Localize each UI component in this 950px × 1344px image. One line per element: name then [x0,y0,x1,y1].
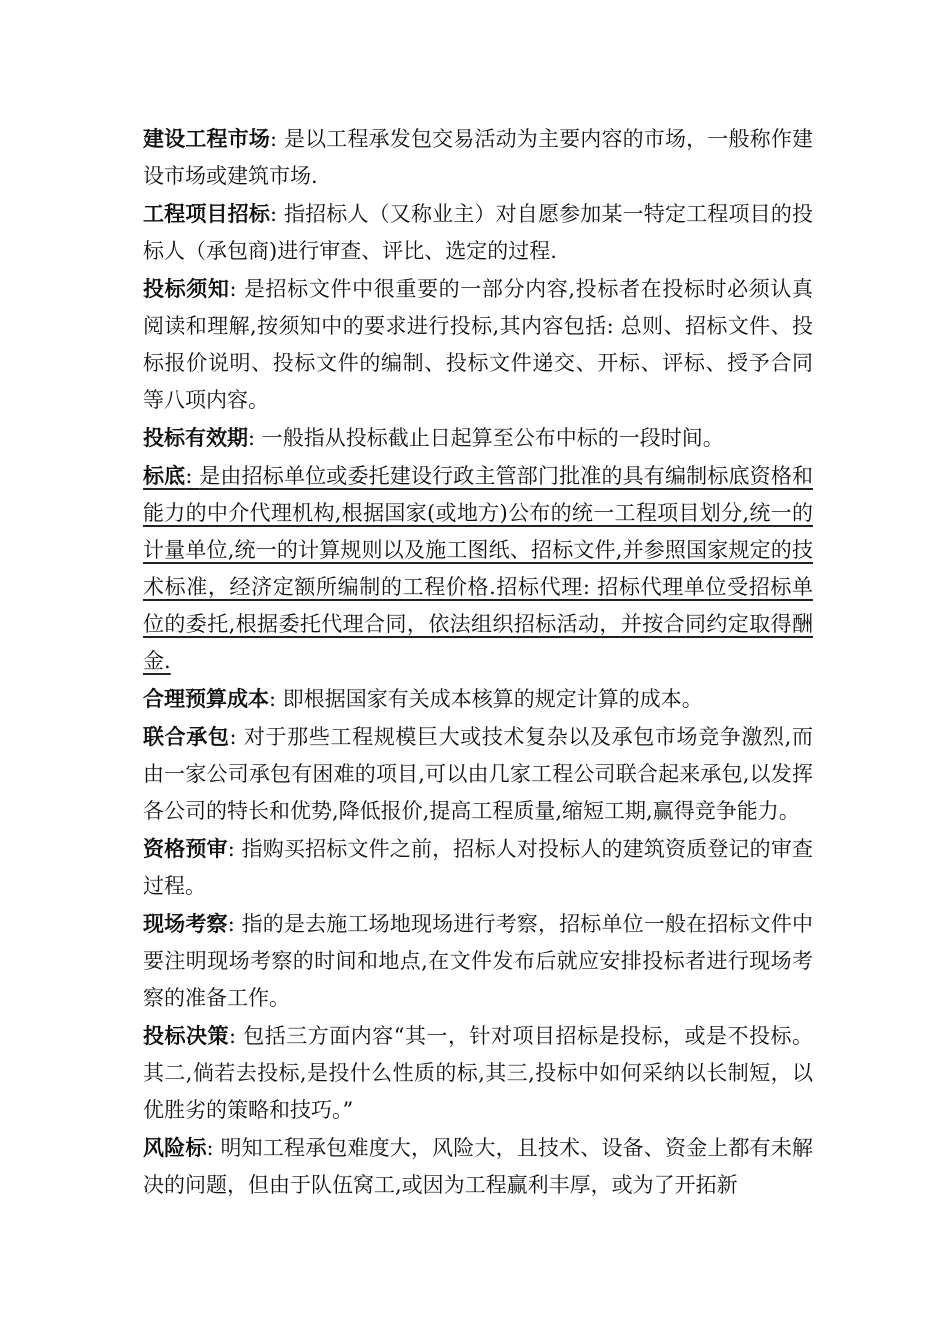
entry-bid-decision [143,1017,813,1129]
definition-text: 即根据国家有关成本核算的规定计算的成本。 [282,687,703,711]
entry-joint-contracting [143,718,813,830]
definition-text: 包括三方面内容“其一，针对项目招标是投标，或是不投标。其二,倘若去投标,是投什么性质的标,其三,投标中如何采纳以长制短，以优胜劣的策略和技巧。” [143,1024,813,1122]
definition-text: 是由招标单位或委托建设行政主管部门批准的具有编制标底资格和能力的中介代理机构,根据国家(或地方)公布的统一工程项目划分,统一的计量单位,统一的计算规则以及施工图纸、招标文件,并参照国家规定的技术标准，经济定额所编制的工程价格.招标代理: 招标代理单位受招标单位的委托,根据委托代理合同，依法组织招标活动，并按合同约定取得酬金. [143,464,813,673]
entry-base-price [143,457,813,680]
term-label: 标底 [143,463,186,488]
term-label: 建设工程市场 [143,126,271,151]
term-separator: : [206,1136,221,1160]
term-label: 合理预算成本 [143,686,269,711]
entry-bid-validity [143,419,813,457]
term-separator: : [227,912,242,936]
entry-site-inspection [143,905,813,1017]
entry-project-bidding [143,195,813,270]
term-label: 投标决策 [143,1023,229,1048]
term-separator: : [229,725,244,749]
term-label: 资格预审 [143,836,228,861]
term-separator: : [248,426,262,450]
definition-text: 是以工程承发包交易活动为主要内容的市场，一般称作建设市场或建筑市场. [143,127,813,188]
entry-bidder-instructions [143,270,813,419]
term-separator: : [270,202,284,226]
entry-reasonable-cost [143,680,813,718]
term-separator: : [269,687,283,711]
definition-text: 一般指从投标截止日起算至公布中标的一段时间。 [261,426,724,450]
term-label: 投标须知 [143,276,230,301]
definition-text: 指的是去施工场地现场进行考察，招标单位一般在招标文件中要注明现场考察的时间和地点,在文件发布后就应安排投标者进行现场考察的准备工作。 [143,912,813,1010]
entry-risk-bid [143,1129,813,1204]
glossary-content [143,120,813,1204]
definition-text: 指购买招标文件之前，招标人对投标人的建筑资质登记的审查过程。 [143,837,813,898]
term-separator: : [227,837,242,861]
term-label: 风险标 [143,1135,207,1160]
term-separator: : [229,1024,244,1048]
term-separator: : [270,127,284,151]
term-label: 联合承包 [143,724,230,749]
definition-text: 是招标文件中很重要的一部分内容,投标者在投标时必须认真阅读和理解,按须知中的要求进行投标,其内容包括: 总则、招标文件、投标报价说明、投标文件的编制、投标文件递交、开标、评标、授予合同等八项内容。 [143,277,813,412]
term-separator: : [229,277,244,301]
definition-text: 对于那些工程规模巨大或技术复杂以及承包市场竞争激烈,而由一家公司承包有困难的项目,可以由几家工程公司联合起来承包,以发挥各公司的特长和优势,降低报价,提高工程质量,缩短工期,赢得竞争能力。 [143,725,813,823]
term-label: 现场考察 [143,911,228,936]
term-separator: : [185,464,200,488]
entry-construction-market [143,120,813,195]
definition-text: 指招标人（又称业主）对自愿参加某一特定工程项目的投标人（承包商)进行审查、评比、选定的过程. [143,202,813,263]
entry-prequalification [143,830,813,905]
term-label: 投标有效期 [143,425,248,450]
definition-text: 明知工程承包难度大，风险大，且技术、设备、资金上都有未解决的问题，但由于队伍窝工,或因为工程赢利丰厚，或为了开拓新 [143,1136,813,1197]
term-label: 工程项目招标 [143,201,271,226]
